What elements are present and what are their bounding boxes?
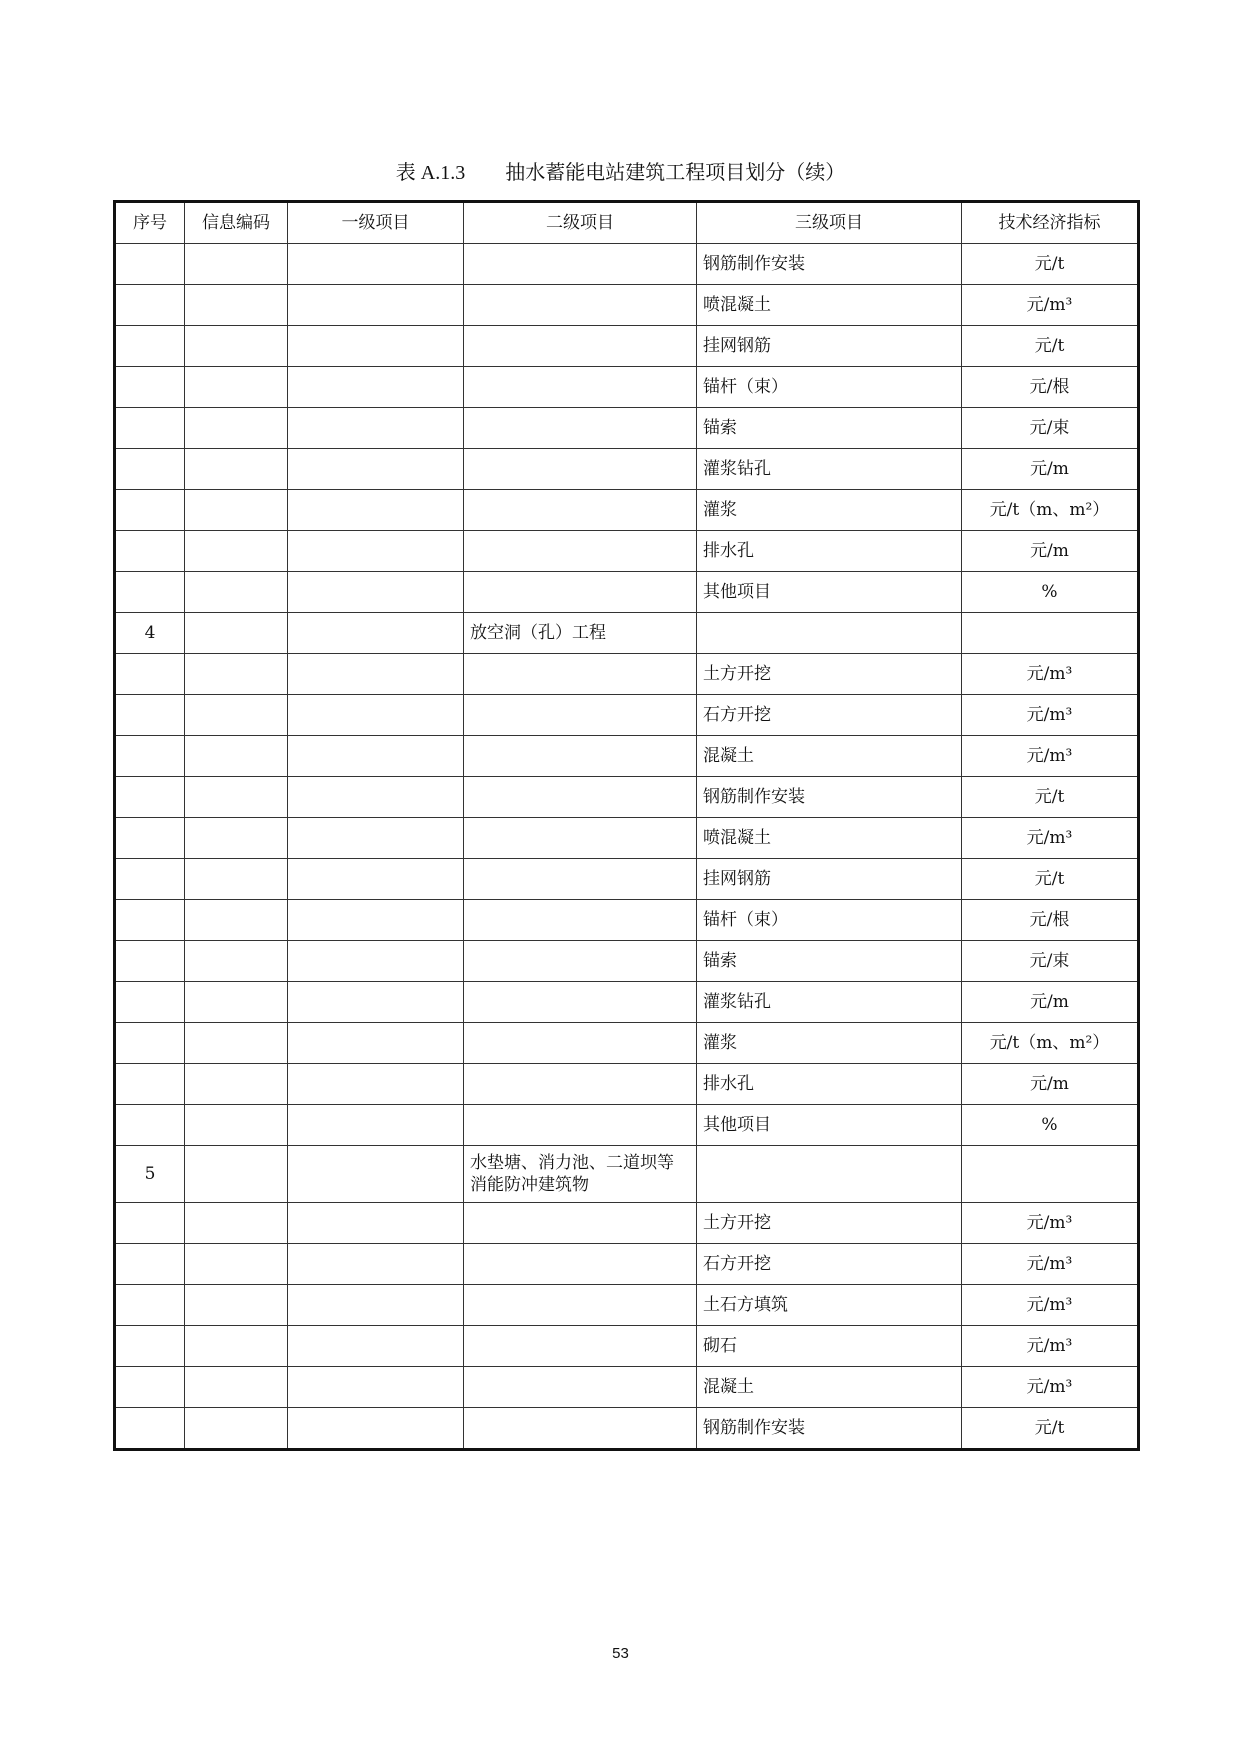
level-2-item-cell: 放空洞（孔）工程 [464,613,697,654]
level-2-item-cell [464,1285,697,1326]
serial-number-cell [115,490,185,531]
tech-econ-index-cell: 元/m³ [962,1285,1139,1326]
table-row [115,982,1139,1023]
level-1-item-cell [288,572,464,613]
serial-number-cell [115,900,185,941]
tech-econ-index-cell: 元/m [962,982,1139,1023]
level-3-item-cell: 石方开挖 [697,1244,962,1285]
level-2-item-cell [464,490,697,531]
level-3-item-cell: 钢筋制作安装 [697,244,962,285]
tech-econ-index-cell: 元/t [962,326,1139,367]
page-number: 53 [612,1645,629,1662]
serial-number-cell [115,285,185,326]
serial-number-cell [115,1285,185,1326]
serial-number-cell [115,1105,185,1146]
level-1-item-cell [288,326,464,367]
serial-number-cell [115,1203,185,1244]
header-tech-econ-index: 技术经济指标 [962,202,1139,244]
serial-number-cell [115,1326,185,1367]
level-1-item-cell [288,531,464,572]
tech-econ-index-cell: 元/束 [962,408,1139,449]
level-1-item-cell [288,1244,464,1285]
tech-econ-index-cell: % [962,572,1139,613]
table-row [115,1244,1139,1285]
info-code-cell [185,1285,288,1326]
table-row [115,1408,1139,1450]
table-row [115,490,1139,531]
table-title: 抽水蓄能电站建筑工程项目划分（续） [505,160,846,184]
info-code-cell [185,900,288,941]
tech-econ-index-cell: 元/t [962,777,1139,818]
level-3-item-cell: 挂网钢筋 [697,326,962,367]
info-code-cell [185,285,288,326]
serial-number-cell: 5 [115,1146,185,1203]
info-code-cell [185,1105,288,1146]
serial-number-cell [115,941,185,982]
level-1-item-cell [288,1408,464,1450]
table-row [115,613,1139,654]
tech-econ-index-cell: 元/t [962,859,1139,900]
table-row [115,695,1139,736]
level-3-item-cell: 灌浆 [697,490,962,531]
level-3-item-cell: 混凝土 [697,736,962,777]
level-1-item-cell [288,654,464,695]
header-level-1-item: 一级项目 [288,202,464,244]
table-row [115,1105,1139,1146]
project-division-table [113,200,1140,1451]
table-header-row [115,202,1139,244]
table-row [115,1367,1139,1408]
tech-econ-index-cell: 元/束 [962,941,1139,982]
level-2-item-cell [464,1367,697,1408]
level-3-item-cell: 锚杆（束） [697,367,962,408]
serial-number-cell [115,367,185,408]
serial-number-cell [115,736,185,777]
level-1-item-cell [288,1064,464,1105]
level-3-item-cell: 土方开挖 [697,1203,962,1244]
info-code-cell [185,572,288,613]
tech-econ-index-cell: 元/t（m、m²） [962,1023,1139,1064]
tech-econ-index-cell: 元/m³ [962,1203,1139,1244]
table-row [115,900,1139,941]
table-row [115,859,1139,900]
tech-econ-index-cell: 元/m [962,449,1139,490]
level-3-item-cell: 灌浆钻孔 [697,982,962,1023]
info-code-cell [185,1064,288,1105]
info-code-cell [185,941,288,982]
info-code-cell [185,613,288,654]
info-code-cell [185,736,288,777]
serial-number-cell [115,244,185,285]
header-info-code: 信息编码 [185,202,288,244]
level-2-item-cell [464,1105,697,1146]
header-level-2-item: 二级项目 [464,202,697,244]
level-3-item-cell: 喷混凝土 [697,818,962,859]
level-3-item-cell: 混凝土 [697,1367,962,1408]
tech-econ-index-cell: 元/t [962,1408,1139,1450]
serial-number-cell [115,777,185,818]
info-code-cell [185,982,288,1023]
tech-econ-index-cell: 元/m³ [962,1326,1139,1367]
serial-number-cell [115,695,185,736]
level-1-item-cell [288,900,464,941]
info-code-cell [185,531,288,572]
table-row [115,449,1139,490]
level-1-item-cell [288,982,464,1023]
table-row [115,1326,1139,1367]
level-1-item-cell [288,736,464,777]
info-code-cell [185,244,288,285]
level-2-item-cell [464,654,697,695]
level-3-item-cell: 土石方填筑 [697,1285,962,1326]
tech-econ-index-cell: 元/m [962,531,1139,572]
table-row [115,941,1139,982]
serial-number-cell [115,1064,185,1105]
info-code-cell [185,1367,288,1408]
serial-number-cell [115,449,185,490]
level-1-item-cell [288,613,464,654]
level-1-item-cell [288,449,464,490]
level-3-item-cell: 砌石 [697,1326,962,1367]
table-row [115,1064,1139,1105]
serial-number-cell [115,654,185,695]
info-code-cell [185,654,288,695]
level-2-item-cell [464,285,697,326]
table-number: 表 A.1.3 [395,162,466,184]
level-3-item-cell: 排水孔 [697,531,962,572]
level-2-item-cell [464,818,697,859]
serial-number-cell [115,408,185,449]
serial-number-cell [115,1367,185,1408]
info-code-cell [185,1023,288,1064]
level-2-item-cell [464,777,697,818]
level-3-item-cell [697,1146,962,1203]
level-3-item-cell: 土方开挖 [697,654,962,695]
serial-number-cell [115,1023,185,1064]
info-code-cell [185,408,288,449]
tech-econ-index-cell [962,1146,1139,1203]
table-row [115,408,1139,449]
table-row [115,285,1139,326]
tech-econ-index-cell: 元/m³ [962,654,1139,695]
level-1-item-cell [288,1285,464,1326]
level-1-item-cell [288,408,464,449]
tech-econ-index-cell: 元/m³ [962,285,1139,326]
level-3-item-cell: 钢筋制作安装 [697,1408,962,1450]
serial-number-cell [115,859,185,900]
level-1-item-cell [288,367,464,408]
table-row [115,654,1139,695]
table-row [115,572,1139,613]
level-3-item-cell: 钢筋制作安装 [697,777,962,818]
serial-number-cell [115,1408,185,1450]
level-2-item-cell [464,1064,697,1105]
info-code-cell [185,367,288,408]
tech-econ-index-cell: 元/t [962,244,1139,285]
level-1-item-cell [288,1146,464,1203]
table-row [115,244,1139,285]
serial-number-cell [115,572,185,613]
level-3-item-cell: 挂网钢筋 [697,859,962,900]
level-1-item-cell [288,859,464,900]
level-2-item-cell [464,900,697,941]
level-3-item-cell: 灌浆钻孔 [697,449,962,490]
level-2-item-cell [464,1326,697,1367]
table-row [115,326,1139,367]
info-code-cell [185,818,288,859]
info-code-cell [185,1203,288,1244]
info-code-cell [185,695,288,736]
level-2-item-cell [464,736,697,777]
level-2-item-cell [464,941,697,982]
level-2-item-cell [464,982,697,1023]
level-2-item-cell [464,531,697,572]
table-row [115,736,1139,777]
tech-econ-index-cell: 元/m³ [962,1244,1139,1285]
table-row [115,1285,1139,1326]
info-code-cell [185,1146,288,1203]
serial-number-cell [115,1244,185,1285]
level-2-item-cell [464,695,697,736]
serial-number-cell: 4 [115,613,185,654]
level-1-item-cell [288,490,464,531]
table-row [115,1023,1139,1064]
level-3-item-cell: 其他项目 [697,1105,962,1146]
level-2-item-cell: 水垫塘、消力池、二道坝等消能防冲建筑物 [464,1146,697,1203]
tech-econ-index-cell: 元/根 [962,367,1139,408]
table-row [115,367,1139,408]
level-2-item-cell [464,572,697,613]
serial-number-cell [115,982,185,1023]
level-2-item-cell [464,326,697,367]
tech-econ-index-cell: 元/m³ [962,1367,1139,1408]
level-2-item-cell [464,244,697,285]
table-row [115,1146,1139,1203]
table-body [115,244,1139,1450]
level-2-item-cell [464,859,697,900]
table-row [115,818,1139,859]
level-3-item-cell: 其他项目 [697,572,962,613]
info-code-cell [185,777,288,818]
tech-econ-index-cell: 元/根 [962,900,1139,941]
level-1-item-cell [288,777,464,818]
level-3-item-cell [697,613,962,654]
tech-econ-index-cell: % [962,1105,1139,1146]
level-3-item-cell: 喷混凝土 [697,285,962,326]
level-1-item-cell [288,1367,464,1408]
table-row [115,777,1139,818]
info-code-cell [185,449,288,490]
level-2-item-cell [464,449,697,490]
level-3-item-cell: 石方开挖 [697,695,962,736]
tech-econ-index-cell: 元/m³ [962,736,1139,777]
serial-number-cell [115,818,185,859]
level-2-item-cell [464,1023,697,1064]
info-code-cell [185,490,288,531]
level-3-item-cell: 锚索 [697,408,962,449]
level-1-item-cell [288,1105,464,1146]
table-row [115,1203,1139,1244]
level-1-item-cell [288,695,464,736]
tech-econ-index-cell: 元/m [962,1064,1139,1105]
header-level-3-item: 三级项目 [697,202,962,244]
info-code-cell [185,1244,288,1285]
level-2-item-cell [464,367,697,408]
level-1-item-cell [288,244,464,285]
tech-econ-index-cell: 元/m³ [962,818,1139,859]
table-caption [0,158,1241,187]
info-code-cell [185,859,288,900]
info-code-cell [185,326,288,367]
level-3-item-cell: 排水孔 [697,1064,962,1105]
level-1-item-cell [288,941,464,982]
level-2-item-cell [464,1203,697,1244]
header-serial-number: 序号 [115,202,185,244]
level-2-item-cell [464,1244,697,1285]
serial-number-cell [115,326,185,367]
tech-econ-index-cell: 元/t（m、m²） [962,490,1139,531]
level-1-item-cell [288,1203,464,1244]
tech-econ-index-cell: 元/m³ [962,695,1139,736]
level-3-item-cell: 灌浆 [697,1023,962,1064]
tech-econ-index-cell [962,613,1139,654]
level-1-item-cell [288,285,464,326]
info-code-cell [185,1326,288,1367]
info-code-cell [185,1408,288,1450]
level-1-item-cell [288,1023,464,1064]
level-3-item-cell: 锚杆（束） [697,900,962,941]
level-3-item-cell: 锚索 [697,941,962,982]
level-1-item-cell [288,818,464,859]
serial-number-cell [115,531,185,572]
level-2-item-cell [464,1408,697,1450]
level-2-item-cell [464,408,697,449]
table-row [115,531,1139,572]
level-1-item-cell [288,1326,464,1367]
